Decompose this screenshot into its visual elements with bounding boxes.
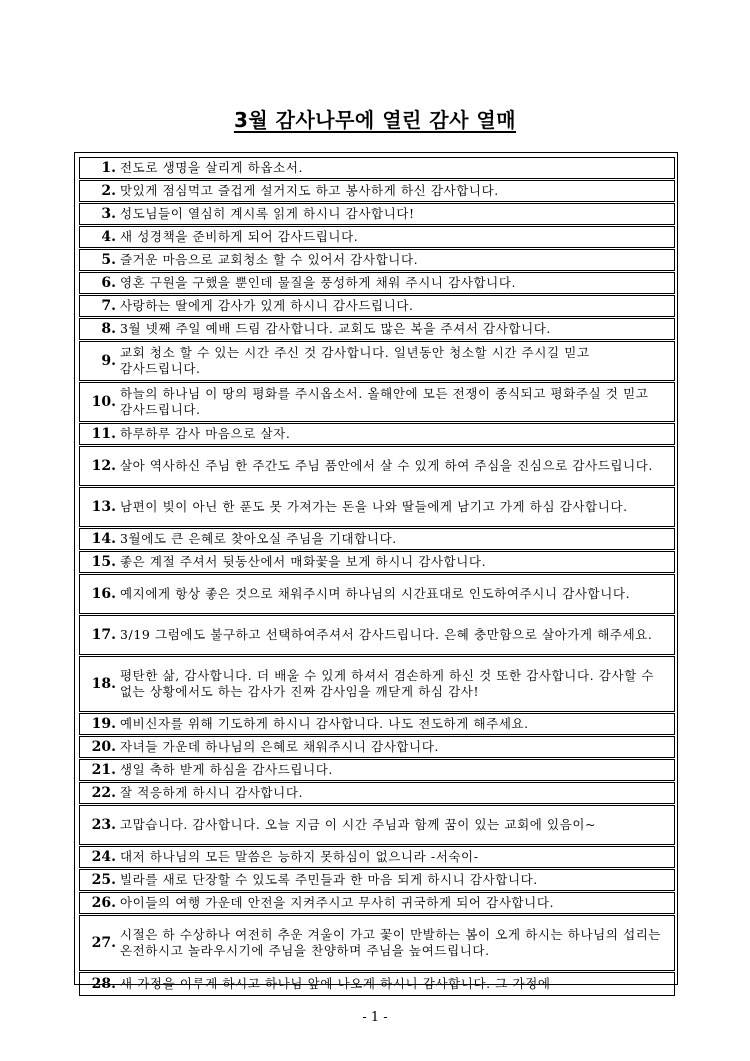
item-number: 10. <box>91 394 116 410</box>
list-item <box>79 656 675 712</box>
item-text: 새 성경책을 준비하게 되어 감사드립니다. <box>120 229 359 244</box>
item-text: 하루하루 감사 마음으로 살자. <box>120 426 291 441</box>
item-number: 16. <box>91 586 116 602</box>
item-text: 자녀들 가운데 하나님의 은혜로 채워주시니 감사합니다. <box>120 739 439 754</box>
item-text: 잘 적응하게 하시니 감사합니다. <box>120 785 304 800</box>
item-text: 하늘의 하나님 이 땅의 평화를 주시옵소서. 올해안에 모든 전쟁이 종식되고 평화주실 것 믿고 감사드립니다. <box>120 386 649 417</box>
list-item <box>79 915 675 971</box>
item-text: 영혼 구원을 구했을 뿐인데 물질을 풍성하게 채워 주시니 감사합니다. <box>120 275 517 290</box>
list-item <box>79 180 675 202</box>
item-text: 예비신자를 위해 기도하게 하시니 감사합니다. 나도 전도하게 해주세요. <box>120 716 529 731</box>
list-item <box>79 972 675 996</box>
list-item <box>79 423 675 445</box>
item-text: 3/19 그럼에도 불구하고 선택하여주셔서 감사드립니다. 은혜 충만함으로 살아가게 해주세요. <box>120 627 653 642</box>
item-number: 7. <box>101 298 116 314</box>
item-number: 3. <box>101 206 116 222</box>
item-text: 시절은 하 수상하나 여전히 추운 겨울이 가고 꽃이 만발하는 봄이 오게 하시는 하나님의 섭리는 온전하시고 놀라우시기에 주님을 찬양하며 주님을 높여드립니다. <box>120 927 662 958</box>
list-item <box>79 382 675 422</box>
list-item <box>79 574 675 614</box>
list-item <box>79 551 675 573</box>
list-item <box>79 846 675 868</box>
item-text: 새 가정을 이루게 하시고 하나님 앞에 나오게 하시니 감사합니다. 그 가정에 <box>120 976 551 991</box>
page-title <box>0 104 750 133</box>
item-text: 즐거운 마음으로 교회청소 할 수 있어서 감사합니다. <box>120 252 419 267</box>
item-number: 14. <box>91 531 116 547</box>
item-number: 15. <box>91 554 116 570</box>
item-number: 1. <box>101 160 116 176</box>
list-item <box>79 615 675 655</box>
item-number: 21. <box>91 762 116 778</box>
list-item <box>79 528 675 550</box>
list-item <box>79 487 675 527</box>
item-number: 13. <box>91 499 116 515</box>
list-item <box>79 318 675 340</box>
item-text: 3월 넷째 주일 예배 드림 감사합니다. 교회도 많은 복을 주셔서 감사합니다. <box>120 321 552 336</box>
list-item <box>79 736 675 758</box>
item-text: 좋은 계절 주셔서 뒷동산에서 매화꽃을 보게 하시니 감사합니다. <box>120 554 487 569</box>
item-text: 평탄한 삶, 감사합니다. 더 배울 수 있게 하셔서 겸손하게 하신 것 또한 감사합니다. 감사할 수 없는 상황에서도 하는 감사가 진짜 감사임을 깨닫게 하심 감사! <box>120 668 655 699</box>
item-number: 22. <box>91 785 116 801</box>
list-item <box>79 713 675 735</box>
list-item <box>79 203 675 225</box>
item-number: 18. <box>91 676 116 692</box>
list-item <box>79 341 675 381</box>
item-text: 예지에게 항상 좋은 것으로 채워주시며 하나님의 시간표대로 인도하여주시니 감사합니다. <box>120 586 631 601</box>
list-item <box>79 295 675 317</box>
item-text: 전도로 생명을 살리게 하옵소서. <box>120 160 304 175</box>
item-text: 대저 하나님의 모든 말씀은 능하지 못하심이 없으니라 -서숙이- <box>120 849 479 864</box>
item-number: 17. <box>91 627 116 643</box>
item-text: 사랑하는 딸에게 감사가 있게 하시니 감사드립니다. <box>120 298 414 313</box>
item-number: 27. <box>91 935 116 951</box>
item-number: 9. <box>101 353 116 369</box>
list-item <box>79 249 675 271</box>
item-number: 25. <box>91 872 116 888</box>
item-text: 3월에도 큰 은혜로 찾아오실 주님을 기대합니다. <box>120 531 397 546</box>
item-number: 5. <box>101 252 116 268</box>
item-number: 11. <box>91 426 116 442</box>
item-number: 4. <box>101 229 116 245</box>
item-number: 26. <box>91 895 116 911</box>
list-item <box>79 157 675 179</box>
list-item <box>79 869 675 891</box>
item-text: 남편이 빚이 아닌 한 푼도 못 가져가는 돈을 나와 딸들에게 남기고 가게 하심 감사합니다. <box>120 499 628 514</box>
item-text: 생일 축하 받게 하심을 감사드립니다. <box>120 762 333 777</box>
item-number: 28. <box>91 976 116 992</box>
list-item <box>79 272 675 294</box>
item-number: 19. <box>91 716 116 732</box>
item-number: 6. <box>101 275 116 291</box>
item-text: 아이들의 여행 가운데 안전을 지켜주시고 무사히 귀국하게 되어 감사합니다. <box>120 895 555 910</box>
item-text: 교회 청소 할 수 있는 시간 주신 것 감사합니다. 일년동안 청소할 시간 주시길 믿고 감사드립니다. <box>120 345 590 376</box>
list-item <box>79 782 675 804</box>
item-text: 살아 역사하신 주님 한 주간도 주님 품안에서 살 수 있게 하여 주심을 진심으로 감사드립니다. <box>120 458 654 473</box>
list-item <box>79 805 675 845</box>
item-number: 24. <box>91 849 116 865</box>
list-item <box>79 759 675 781</box>
page-title-text: 3월 감사나무에 열린 감사 열매 <box>233 108 517 132</box>
list-item <box>79 446 675 486</box>
item-text: 맛있게 점심먹고 즐겁게 설거지도 하고 봉사하게 하신 감사합니다. <box>120 183 499 198</box>
item-text: 성도님들이 열심히 계시록 읽게 하시니 감사합니다! <box>120 206 415 221</box>
item-text: 빌라를 새로 단장할 수 있도록 주민들과 한 마음 되게 하시니 감사합니다. <box>120 872 538 887</box>
item-number: 2. <box>101 183 116 199</box>
item-number: 8. <box>101 321 116 337</box>
item-number: 20. <box>91 739 116 755</box>
item-number: 23. <box>91 817 116 833</box>
list-item <box>79 226 675 248</box>
list-item <box>79 892 675 914</box>
item-text: 고맙습니다. 감사합니다. 오늘 지금 이 시간 주님과 함께 꿈이 있는 교회에 있음이~ <box>120 817 597 832</box>
page-number: - 1 - <box>362 1010 388 1025</box>
item-number: 12. <box>91 458 116 474</box>
